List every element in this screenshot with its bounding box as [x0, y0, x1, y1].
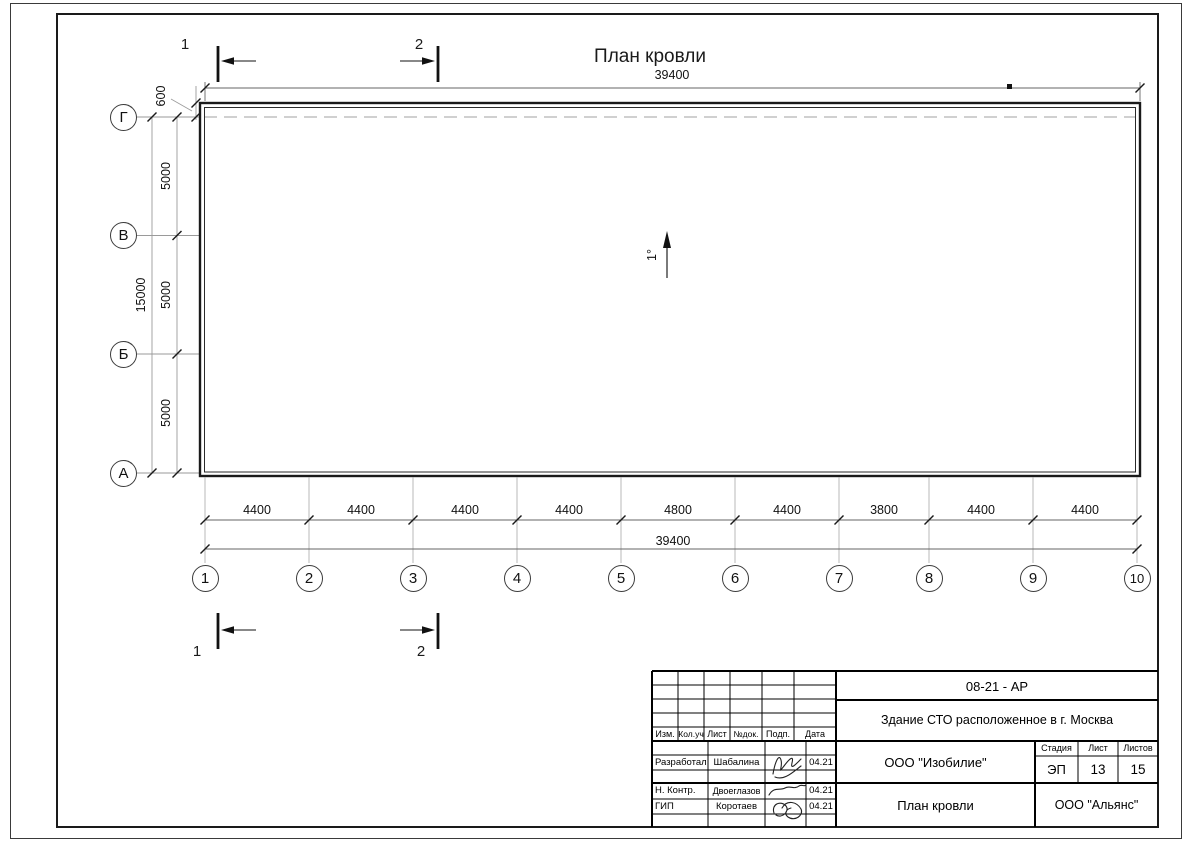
dim-left-total: 15000 [133, 277, 148, 313]
titleblock-sheet-title: План кровли [897, 797, 974, 813]
dim-bay-3: 4400 [451, 502, 479, 517]
titleblock-role-nkontr: Н. Контр. [655, 785, 696, 797]
axis-bubble-7 [826, 565, 853, 592]
dim-bay-1: 4400 [243, 502, 271, 517]
signature-razrabotal [773, 758, 801, 778]
roof-outline [200, 103, 1140, 476]
dim-left-bay-2: 5000 [158, 281, 173, 309]
section-2-label-top: 2 [414, 35, 424, 53]
titleblock-stage-value: ЭП [1047, 762, 1066, 777]
axis-bubble-6 [722, 565, 749, 592]
dim-bay-7: 3800 [870, 502, 898, 517]
signatures [769, 758, 806, 819]
axis-label-2: 2 [304, 569, 314, 587]
titleblock-col-data: Дата [805, 728, 825, 739]
dim-left-bay-3: 5000 [158, 399, 173, 427]
axis-bubble-1 [192, 565, 219, 592]
titleblock-date-2: 04.21 [809, 785, 833, 797]
slope-label: 1° [644, 249, 659, 261]
titleblock-sheets-value: 15 [1130, 761, 1146, 777]
axis-bubble-g [110, 104, 137, 131]
dim-bottom-total: 39400 [655, 533, 691, 548]
signature-gip [773, 802, 801, 818]
axis-bubble-a [110, 460, 137, 487]
axis-bubble-10 [1124, 565, 1151, 592]
titleblock-col-koluch: Кол.уч [678, 728, 704, 739]
dim-bay-6: 4400 [773, 502, 801, 517]
axis-label-5: 5 [616, 569, 626, 587]
axis-bubble-4 [504, 565, 531, 592]
axis-bubble-v [110, 222, 137, 249]
axis-label-b: Б [118, 345, 129, 363]
titleblock-role-gip: ГИП [655, 800, 674, 812]
section-1-label-bottom: 1 [192, 642, 202, 660]
titleblock-date-3: 04.21 [809, 800, 833, 812]
axis-bubble-9 [1020, 565, 1047, 592]
titleblock-name-korotaev: Коротаев [715, 800, 758, 812]
axis-label-3: 3 [408, 569, 418, 587]
titleblock-col-list: Лист [707, 728, 727, 739]
axis-label-10: 10 [1129, 570, 1145, 586]
dim-bay-2: 4400 [347, 502, 375, 517]
dim-bay-8: 4400 [967, 502, 995, 517]
axis-label-v: В [118, 227, 129, 244]
axis-label-9: 9 [1028, 569, 1038, 587]
section-1-label-top: 1 [180, 35, 190, 53]
titleblock-client: ООО "Изобилие" [884, 754, 987, 770]
titleblock-doc-number: 08-21 - АР [965, 678, 1029, 694]
titleblock-role-razrabotal: Разработал [655, 756, 707, 768]
axis-bubble-2 [296, 565, 323, 592]
titleblock-sheets-label: Листов [1123, 743, 1153, 753]
titleblock-name-shabalina: Шабалина [713, 756, 760, 768]
drawing-title: План кровли [594, 45, 706, 67]
axis-label-7: 7 [834, 569, 844, 587]
titleblock-sheet-label: Лист [1088, 743, 1108, 753]
titleblock-name-dvoeglazov: Двоеглазов [712, 785, 761, 796]
titleblock-stage-label: Стадия [1041, 743, 1072, 753]
titleblock-col-podp: Подп. [766, 728, 790, 739]
axis-label-1: 1 [200, 569, 210, 587]
dim-left-bay-1: 5000 [158, 162, 173, 190]
axis-bubble-b [110, 341, 137, 368]
dim-top-total: 39400 [654, 67, 690, 82]
axis-bubble-5 [608, 565, 635, 592]
titleblock-sheet-value: 13 [1090, 761, 1106, 777]
dim-bay-9: 4400 [1071, 502, 1099, 517]
signature-nkontr [769, 785, 806, 795]
titleblock-col-ndok: №док. [733, 728, 759, 739]
axis-label-4: 4 [512, 569, 522, 587]
titleblock-project-name: Здание СТО расположенное в г. Москва [880, 713, 1114, 728]
axis-label-6: 6 [730, 569, 740, 587]
top-dimension-line [205, 82, 1140, 101]
axis-label-8: 8 [924, 569, 934, 587]
titleblock-date-1: 04.21 [809, 756, 833, 768]
axis-bubble-3 [400, 565, 427, 592]
dim-bay-5: 4800 [664, 502, 692, 517]
axis-label-a: А [118, 464, 129, 482]
titleblock-company: ООО "Альянс" [1054, 797, 1139, 812]
section-2-label-bottom: 2 [416, 642, 426, 660]
axis-label-g: Г [119, 108, 128, 126]
dim-eave-overhang: 600 [153, 85, 168, 107]
dimension-line-dot [1007, 84, 1012, 89]
dim-bay-4: 4400 [555, 502, 583, 517]
titleblock-col-izm: Изм. [655, 728, 675, 739]
axis-bubble-8 [916, 565, 943, 592]
